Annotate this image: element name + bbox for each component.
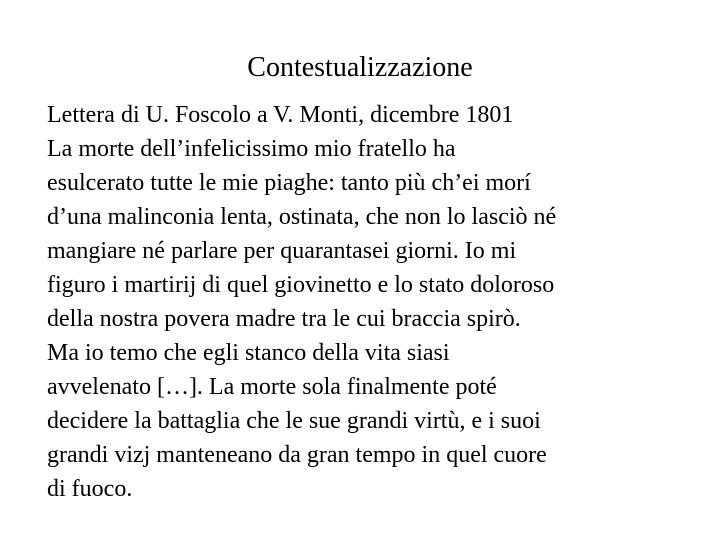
text-line: mangiare né parlare per quarantasei giorni. Io mi [47,238,517,264]
text-line: avvelenato […]. La morte sola finalmente poté [47,374,497,400]
text-line-source: Lettera di U. Foscolo a V. Monti, dicembre 1801 [47,102,514,128]
slide-title: Contestualizzazione [247,52,473,83]
text-line: figuro i martirij di quel giovinetto e lo stato doloroso [47,272,555,298]
text-line: grandi vizj manteneano da gran tempo in quel cuore [47,442,547,468]
text-line: decidere la battaglia che le sue grandi virtù, e i suoi [47,408,541,434]
text-line: esulcerato tutte le mie piaghe: tanto più ch’ei morí [47,170,531,196]
text-line: Ma io temo che egli stanco della vita siasi [47,340,450,366]
text-line: d’una malinconia lenta, ostinata, che non lo lasciò né [47,204,557,230]
text-line: di fuoco. [47,476,133,502]
slide-body-text [47,98,687,506]
text-line: La morte dell’infelicissimo mio fratello ha [47,136,456,162]
text-line: della nostra povera madre tra le cui braccia spirò. [47,306,521,332]
